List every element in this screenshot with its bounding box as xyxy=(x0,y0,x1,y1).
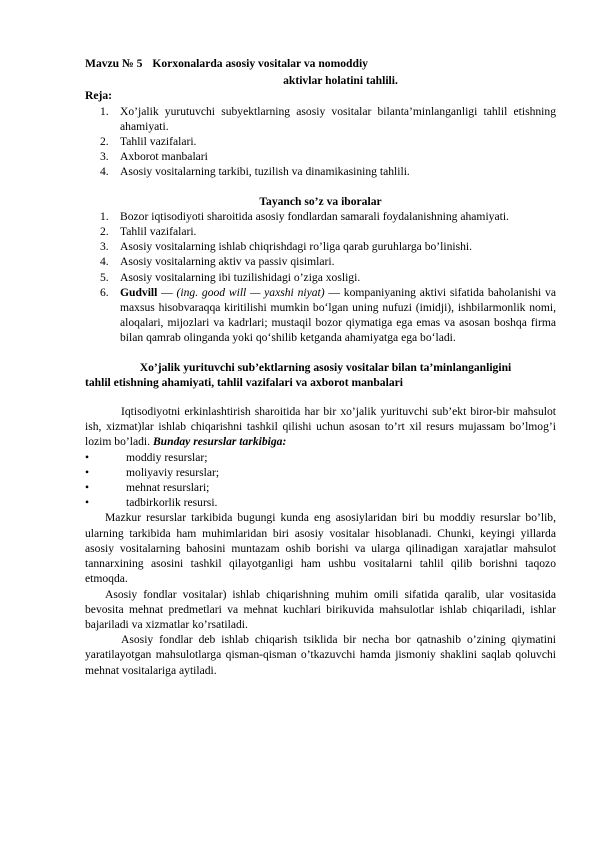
resources-emphasis: Bunday resurslar tarkibiga: xyxy=(152,435,287,449)
keywords-heading: Tayanch so’z va iboralar xyxy=(259,194,382,208)
goodwill-term: Gudvill xyxy=(120,285,158,299)
list-item xyxy=(85,164,556,179)
list-item-text: mehnat resurslari; xyxy=(126,481,210,495)
list-item-goodwill xyxy=(85,285,556,346)
list-item xyxy=(85,209,556,224)
list-item-text: moddiy resurslar; xyxy=(126,450,208,464)
list-number: 1. xyxy=(100,209,109,223)
paragraph-text: Iqtisodiyotni erkinlashtirish sharoitida har bir xo’jalik yurituvchi sub’ekt biror-bir mahsulot ish, xizmat)lar ishlab chiqarishni tashkil qilishi uchun asosan to’rt xil resurs mujassam bo’lmog’i lozim bo’ladi. xyxy=(85,405,556,449)
list-number: 2. xyxy=(100,225,109,239)
section-heading-line2: tahlil etishning ahamiyati, tahlil vazifalari va axborot manbalari xyxy=(85,375,403,389)
bullet-icon: • xyxy=(85,450,90,464)
list-item xyxy=(85,270,556,285)
paragraph-definition: Asosiy fondlar deb ishlab chiqarish tsiklida bir necha bor qatnashib o’zining qiymatini yaratilayotgan mahsulotlarga qisman-qisman o’tkazuvchi hamda jismoniy shaklini saqlab qoluvchi mehnat vositalariga aytiladi. xyxy=(85,633,556,677)
list-item-text: Xo’jalik yurutuvchi subyektlarning asosiy vositalar bilanta’minlanganligi tahlil etishning ahamiyati. xyxy=(120,104,556,133)
topic-number: Mavzu № 5 xyxy=(85,57,143,70)
list-item-text: Tahlil vazifalari. xyxy=(120,135,197,149)
topic-title xyxy=(85,56,556,71)
list-number: 3. xyxy=(100,150,109,164)
paragraph-intro xyxy=(85,404,556,450)
list-item xyxy=(85,239,556,254)
goodwill-gloss: (ing. good will — yaxshi niyat) xyxy=(176,285,325,299)
list-item-text: moliyaviy resurslar; xyxy=(126,465,220,479)
bullet-icon: • xyxy=(85,496,90,510)
plan-list xyxy=(85,104,556,180)
resources-list xyxy=(85,450,556,511)
list-item xyxy=(85,465,556,480)
list-item xyxy=(85,104,556,134)
list-number: 4. xyxy=(100,255,109,269)
list-item-text: Axborot manbalari xyxy=(120,150,208,164)
list-item-text: Asosiy vositalarning ishlab chiqrishdagi ro’liga qarab guruhlarga bo’linishi. xyxy=(120,240,473,254)
keywords-list xyxy=(85,209,556,346)
list-item xyxy=(85,224,556,239)
goodwill-definition: kompaniyaning aktivi sifatida baholanishi va maxsus hisobvaraqqa kiritilishi mumkin boʻlgan uning nufuzi (imidji), ishbilarmonlik nomi, aloqalari, mijozlari va kadrlari; mustaqil bozor qiymatiga ega emas va asosan boshqa firma bilan qamrab olinganda yoki qoʻshilib ketganda ahamiyatga ega boʻladi. xyxy=(120,285,556,345)
list-item xyxy=(85,480,556,495)
list-number: 1. xyxy=(100,104,109,118)
list-item-text: Asosiy vositalarning tarkibi, tuzilish va dinamikasining tahlili. xyxy=(120,165,410,179)
list-item xyxy=(85,149,556,164)
paragraph-resources: Mazkur resurslar tarkibida bugungi kunda eng asosiylaridan biri bu moddiy resurslar bo’lib, ularning tarkibida ham muhimlaridan biri asosiy vositalar hisoblanadi. Chunki, keyingi yillarda asosiy vositalarning bahosini muntazam oshib borishi va ularga qilinadigan xarajatlar mahsulot tannarxining asosini tashkil qilayotganligi ham ushbu vositalarni tahlil qilib borishni taqozo etmoqda. xyxy=(85,511,556,586)
section-heading-line1: Xo’jalik yurituvchi sub’ektlarning asosiy vositalar bilan ta’minlanganligini xyxy=(139,360,512,374)
list-item-text: tadbirkorlik resursi. xyxy=(126,496,218,510)
list-item xyxy=(85,495,556,510)
list-number: 2. xyxy=(100,135,109,149)
list-item-text: Asosiy vositalarning ibi tuzilishidagi o’ziga xosligi. xyxy=(120,270,361,284)
list-item xyxy=(85,134,556,149)
topic-title-text: Korxonalarda asosiy vositalar va nomoddiy xyxy=(152,57,368,70)
list-item xyxy=(85,254,556,269)
bullet-icon: • xyxy=(85,465,90,479)
topic-title-continued: aktivlar holatini tahlili. xyxy=(283,74,398,88)
plan-label: Reja: xyxy=(85,89,113,103)
list-number: 4. xyxy=(100,165,109,179)
list-item xyxy=(85,450,556,465)
list-number: 6. xyxy=(100,285,109,299)
list-number: 5. xyxy=(100,270,109,284)
list-item-text: Tahlil vazifalari. xyxy=(120,225,197,239)
list-item-text: Bozor iqtisodiyoti sharoitida asosiy fondlardan samarali foydalanishning ahamiyati. xyxy=(120,209,509,223)
bullet-icon: • xyxy=(85,481,90,495)
section-heading xyxy=(85,360,556,390)
list-item-text: Asosiy vositalarning aktiv va passiv qisimlari. xyxy=(120,255,335,269)
list-number: 3. xyxy=(100,240,109,254)
em-dash: — xyxy=(157,285,177,299)
paragraph-fixed-assets: Asosiy fondlar vositalar) ishlab chiqarishning muhim omili sifatida qaralib, ular vositasida bevosita mehnat predmetlari va mehnat kuchlari birikuvida mahsulotlar ishlab chiqariladi, ishlar bajariladi va xizmatlar ko’rsatiladi. xyxy=(85,587,556,631)
em-dash: — xyxy=(324,285,344,299)
